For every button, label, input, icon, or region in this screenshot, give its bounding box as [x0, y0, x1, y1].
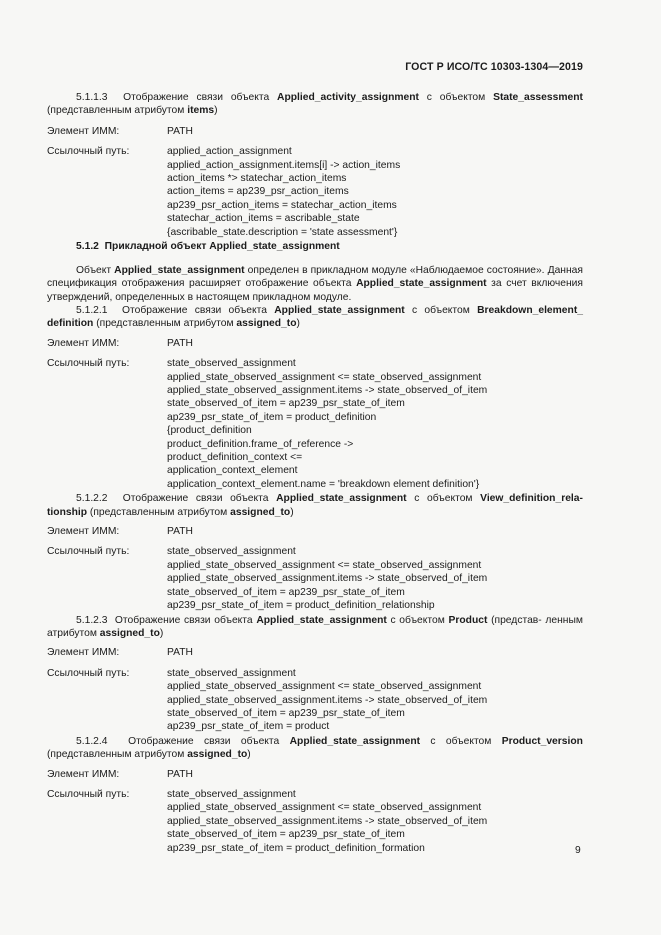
path-line: ap239_psr_state_of_item = product_definition_relationship	[167, 600, 435, 612]
clause-text: с объектом	[390, 614, 445, 626]
path-line: state_observed_of_item = ap239_psr_state_of_item	[167, 398, 405, 410]
path-row	[47, 788, 583, 855]
attribute-name: assigned_to	[230, 506, 291, 518]
path-line: ap239_psr_state_of_item = product_definition_formation	[167, 842, 425, 854]
element-value: PATH	[167, 526, 193, 538]
clause-text: (представленным атрибутом	[47, 105, 185, 117]
path-line: applied_state_observed_assignment <= state_observed_assignment	[167, 371, 482, 383]
clause-text: с объектом	[411, 304, 470, 316]
entity-name: Applied_activity_assignment	[277, 92, 419, 103]
path-line: applied_state_observed_assignment.items -> state_observed_of_item	[167, 573, 488, 585]
target-entity: Breakdown_element_ definition	[47, 304, 583, 330]
clause-text: Отображение связи объекта	[114, 614, 253, 626]
attribute-name: items	[187, 105, 215, 117]
path-line: action_items = ap239_psr_action_items	[167, 186, 349, 198]
attribute-name: assigned_to	[187, 749, 248, 761]
body-text: Объект	[76, 264, 112, 276]
path-line: state_observed_assignment	[167, 667, 296, 679]
path-line: applied_state_observed_assignment.items -> state_observed_of_item	[167, 694, 488, 706]
element-row	[47, 768, 583, 781]
path-line: applied_action_assignment	[167, 146, 292, 158]
clause-text: )	[247, 749, 251, 761]
element-label: Элемент ИММ:	[47, 125, 120, 137]
clause-5-1-2-4-title	[47, 735, 583, 762]
element-label: Элемент ИММ:	[47, 768, 120, 780]
path-line: applied_state_observed_assignment.items -> state_observed_of_item	[167, 385, 488, 397]
path-line: ap239_psr_state_of_item = product_definition	[167, 411, 377, 423]
clause-text: Отображение связи объекта	[128, 735, 280, 747]
clause-text: )	[290, 506, 294, 518]
element-value: PATH	[167, 768, 193, 780]
clause-5-1-2-2-title	[47, 492, 583, 519]
path-line: state_observed_of_item = ap239_psr_state_of_item	[167, 829, 405, 841]
clause-text: (представленным атрибутом	[96, 318, 234, 330]
clause-5-1-2-3-title	[47, 614, 583, 641]
path-label: Ссылочный путь:	[47, 358, 130, 370]
page-number: 9	[575, 845, 581, 856]
element-row	[47, 337, 583, 350]
clause-text: с объектом	[414, 493, 473, 505]
path-label: Ссылочный путь:	[47, 788, 130, 800]
clause-5-1-1-3-title	[47, 91, 583, 118]
path-lines	[167, 145, 583, 239]
section-title: Прикладной объект Applied_state_assignment	[104, 241, 340, 253]
target-entity: View_definition_rela- tionship	[47, 493, 583, 518]
attribute-name: assigned_to	[99, 627, 160, 639]
path-line: {ascribable_state.description = 'state assessment'}	[167, 226, 398, 238]
path-line: applied_state_observed_assignment <= state_observed_assignment	[167, 559, 482, 571]
clause-text: (представ- ленным атрибутом	[47, 614, 583, 639]
clause-number: 5.1.1.3	[76, 92, 108, 103]
path-label: Ссылочный путь:	[47, 667, 130, 679]
element-label: Элемент ИММ:	[47, 526, 120, 538]
element-row	[47, 646, 583, 659]
target-entity: Product	[448, 614, 488, 626]
path-line: state_observed_assignment	[167, 788, 296, 800]
standard-header: ГОСТ Р ИСО/ТС 10303-1304—2019	[405, 61, 583, 73]
page-content	[47, 91, 583, 855]
element-row	[47, 525, 583, 538]
path-row	[47, 145, 583, 239]
attribute-name: assigned_to	[236, 318, 297, 330]
path-line: application_context_element.name = 'breakdown element definition'}	[167, 478, 480, 490]
clause-text: с объектом	[426, 92, 486, 103]
path-lines	[167, 667, 583, 734]
clause-text: )	[296, 318, 300, 330]
entity-name: Applied_state_assignment	[256, 614, 387, 626]
path-line: applied_state_observed_assignment.items -> state_observed_of_item	[167, 815, 488, 827]
clause-number: 5.1.2.2	[76, 493, 108, 505]
entity-name: Applied_state_assignment	[289, 735, 421, 747]
section-5-1-2-heading	[47, 240, 583, 253]
path-line: state_observed_of_item = ap239_psr_state_of_item	[167, 707, 405, 719]
path-line: ap239_psr_action_items = statechar_action_items	[167, 199, 397, 211]
section-5-1-2-body	[47, 264, 583, 304]
element-value: PATH	[167, 647, 193, 659]
element-label: Элемент ИММ:	[47, 337, 120, 349]
clause-5-1-2-1-title	[47, 304, 583, 331]
path-line: {product_definition	[167, 425, 252, 437]
path-row	[47, 667, 583, 734]
entity-name: Applied_state_assignment	[276, 493, 407, 505]
path-line: product_definition.frame_of_reference ->	[167, 438, 354, 450]
path-line: applied_state_observed_assignment <= state_observed_assignment	[167, 681, 482, 693]
clause-number: 5.1.2.4	[76, 735, 108, 747]
clause-text: Отображение связи объекта	[123, 92, 270, 103]
path-line: application_context_element	[167, 465, 298, 477]
path-row	[47, 357, 583, 491]
target-entity: Product_version	[501, 735, 583, 747]
path-line: action_items *> statechar_action_items	[167, 173, 347, 185]
clause-text: Отображение связи объекта	[122, 493, 269, 505]
clause-text: (представленным атрибутом	[47, 749, 185, 761]
entity-name: Applied_state_assignment	[356, 278, 487, 290]
clause-text: )	[159, 627, 164, 639]
clause-number: 5.1.2.1	[76, 304, 108, 316]
path-lines	[167, 357, 583, 491]
path-lines	[167, 545, 583, 612]
target-entity: State_assessment	[493, 92, 583, 103]
entity-name: Applied_state_assignment	[274, 304, 405, 316]
path-line: state_observed_assignment	[167, 546, 296, 558]
path-line: applied_action_assignment.items[i] -> action_items	[167, 159, 401, 171]
element-row	[47, 125, 583, 138]
path-line: state_observed_of_item = ap239_psr_state_of_item	[167, 586, 405, 598]
clause-text: Отображение связи объекта	[122, 304, 267, 316]
path-line: product_definition_context <=	[167, 452, 303, 464]
entity-name: Applied_state_assignment	[114, 264, 245, 276]
path-line: statechar_action_items = ascribable_state	[167, 213, 360, 225]
clause-text: )	[214, 105, 218, 117]
clause-number: 5.1.2.3	[76, 614, 108, 626]
path-line: state_observed_assignment	[167, 358, 296, 370]
path-line: applied_state_observed_assignment <= state_observed_assignment	[167, 802, 482, 814]
path-label: Ссылочный путь:	[47, 146, 130, 158]
body-text: за счет включения утверждений, определенных в настоящем прикладном модуле.	[47, 278, 583, 303]
body-text: определен в прикладном модуле «Наблюдаемое состояние». Данная спецификация отображения расширяет отображение объекта	[47, 264, 583, 290]
element-label: Элемент ИММ:	[47, 647, 120, 659]
section-number: 5.1.2	[76, 241, 99, 253]
clause-text: с объектом	[430, 735, 492, 747]
clause-text: (представленным атрибутом	[89, 506, 228, 518]
element-value: PATH	[167, 125, 193, 137]
path-row	[47, 545, 583, 612]
path-lines	[167, 788, 583, 855]
element-value: PATH	[167, 337, 193, 349]
path-line: ap239_psr_state_of_item = product	[167, 721, 330, 733]
path-label: Ссылочный путь:	[47, 546, 130, 558]
